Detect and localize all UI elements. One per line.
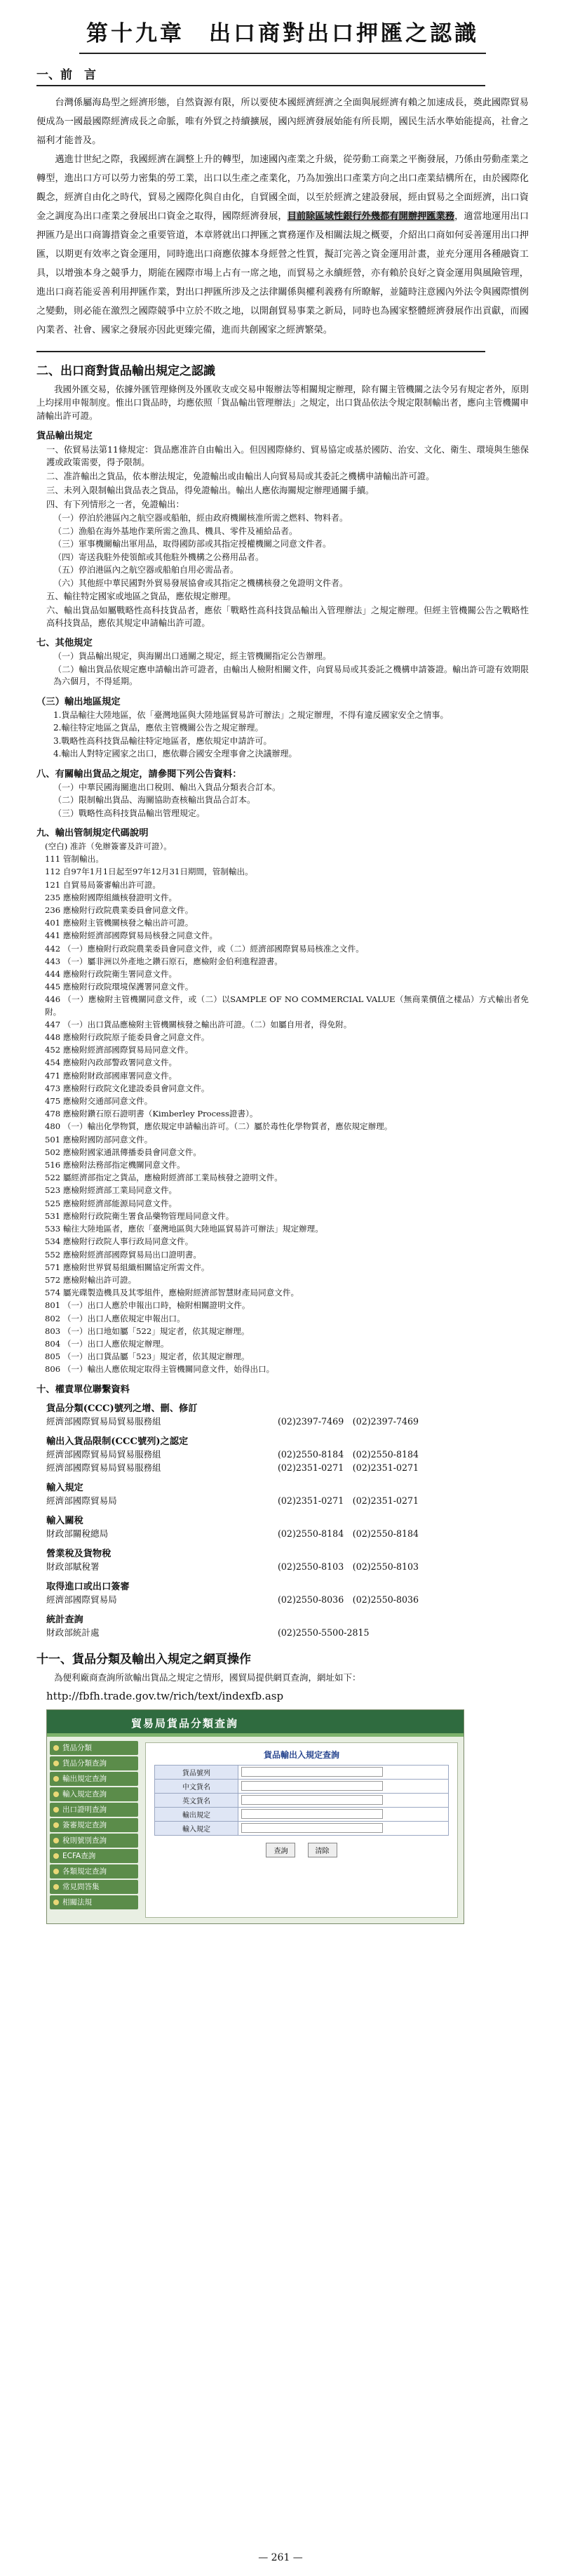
control-code-item: 401 應檢附主管機關核發之輸出許可證。 — [45, 918, 194, 928]
list-item: 四、有下列情形之一者，免證輸出： — [46, 500, 184, 509]
list-item: 三、未列入限制輸出貨品表之貨品，得免證輸出。輸出人應依海關規定辦理通關手續。 — [46, 486, 374, 495]
control-code-item: (空白) 准許（免辦簽審及許可證）。 — [45, 841, 172, 851]
list-subitem: （四）寄送我駐外使領館或其他駐外機構之公務用品者。 — [53, 552, 264, 562]
sub-heading-codes: 九、輸出管制規定代碼說明 — [36, 828, 149, 839]
form-input[interactable] — [241, 1795, 383, 1805]
list-subitem: 1.貨品輸往大陸地區，依「臺灣地區與大陸地區貿易許可辦法」之規定辦理，不得有違反國家安全之情事。 — [53, 709, 449, 720]
side-menu-item[interactable]: 相關法規 — [50, 1895, 138, 1909]
contact-group-heading: 輸入關稅 — [46, 1515, 83, 1526]
side-menu-item[interactable]: 貨品分類查詢 — [50, 1756, 138, 1770]
side-menu-item[interactable]: 各類規定查詢 — [50, 1864, 138, 1878]
side-menu-item[interactable]: 簽審規定查詢 — [50, 1818, 138, 1832]
side-menu-item[interactable]: ECFA查詢 — [50, 1849, 138, 1863]
form-label: 輸入規定 — [155, 1821, 238, 1835]
website-side-menu — [50, 1741, 138, 1911]
contact-name: 經濟部國際貿易局貿易服務組 — [46, 1415, 161, 1427]
list-item: 二、准許輸出之貨品，依本辦法規定，免證輸出或由輸出人向貿易局或其委託之機構申請輸出許可證。 — [46, 472, 435, 481]
contact-group-heading: 統計查詢 — [46, 1614, 83, 1625]
contact-row — [46, 1627, 529, 1639]
chapter-title — [36, 0, 529, 65]
control-code-item: 501 應檢附國防部同意文件。 — [45, 1134, 153, 1144]
list-item: 五、輸往特定國家或地區之貨品，應依規定辦理。 — [46, 592, 236, 601]
prelude-p2-part-b: ，適當地運用出口押匯乃是出口商籌措資金之重要管道，本章將就出口押匯之實務運作及相關法規之概要，介紹出口商如何妥善運用出口押匯，以期更有效率之資金運用，同時進出口商應依據本身經營之性質，擬訂完善之資金運用計畫，並充分運用各種融資工具，以增強本身之競爭力，期能在國際市場上占有一席之地，而貿易之永續經營，亦有賴於良好之資金運用與風險管理，進出口商若能妥善利用押匯作業，對出口押匯所涉及之法律關係與權利義務有所瞭解，並隨時注意國內外法令與國際慣例之變動，則必能在激烈之國際競爭中立於不敗之地，以開創貿易事業之新局，同時也為國家整體經濟發展作出貢獻，而國內業者、社會、國家之發展亦因此更臻完備，進而共創國家之經濟繁榮。 — [36, 211, 529, 335]
control-code-item: 802 （一）出口人應依規定申報出口。 — [45, 1313, 185, 1323]
sub-heading-references: 八、有關輸出貨品之規定，請參閱下列公告資料： — [36, 768, 242, 780]
section-11-description: 為便利廠商查詢所欲輸出貨品之規定之情形，國貿局提供網頁查詢，網址如下： — [54, 1671, 361, 1683]
search-button[interactable]: 查詢 — [266, 1843, 295, 1857]
contact-group-heading: 輸出入貨品限制(CCC號列)之認定 — [46, 1436, 189, 1447]
form-input[interactable] — [241, 1809, 383, 1819]
contact-tel: (02)2550-8103 (02)2550-8103 — [278, 1561, 419, 1572]
side-menu-item[interactable]: 稅則號別查詢 — [50, 1834, 138, 1848]
control-code-item: 502 應檢附國家通訊傳播委員會同意文件。 — [45, 1147, 201, 1157]
side-menu-item[interactable]: 輸入規定查詢 — [50, 1787, 138, 1801]
list-subitem: （五）停泊港區內之航空器或船舶自用必需品者。 — [53, 565, 239, 575]
control-code-item: 534 應檢附行政院人事行政局同意文件。 — [45, 1236, 194, 1247]
control-code-item: 531 應檢附行政院衛生署食品藥物管理局同意文件。 — [45, 1210, 234, 1221]
query-panel-title: 貨品輸出入規定查詢 — [263, 1749, 339, 1760]
control-code-item: 444 應檢附行政院衛生署同意文件。 — [45, 969, 177, 980]
control-code-item: 805 （一）出口貨品屬「523」規定者，依其規定辦理。 — [45, 1352, 250, 1362]
control-code-item: 516 應檢附法務部指定機關同意文件。 — [45, 1160, 185, 1170]
contact-row — [46, 1561, 529, 1573]
prelude-paragraph-1: 台灣係屬海島型之經濟形態，自然資源有限，所以要使本國經濟經濟之全面與展經濟有賴之加速成長，奠此國際貿易便成為一國最國際經濟成長之命脈，唯有外貿之持續擴展，國內經濟發展始能有所長期，國民生活水準始能提高，社會之福利才能普及。 — [36, 98, 529, 146]
contact-tel: (02)2550-5500-2815 — [278, 1627, 370, 1638]
form-row — [155, 1821, 449, 1835]
contact-name: 經濟部國際貿易局 — [46, 1594, 117, 1605]
form-row — [155, 1807, 449, 1821]
form-input-cell[interactable] — [238, 1821, 449, 1835]
contact-name: 經濟部國際貿易局貿易服務組 — [46, 1448, 161, 1460]
side-menu-item[interactable]: 出口證明查詢 — [50, 1803, 138, 1817]
control-code-item: 572 應檢附輸出許可證。 — [45, 1274, 137, 1285]
list-subitem: （二）輸出貨品依規定應申請輸出許可證者，由輸出人檢附相關文件，向貿易局或其委託之機構申請簽證。輸出許可證有效期限為六個月，不得延期。 — [53, 664, 529, 686]
contact-group-heading: 貨品分類(CCC)號列之增、刪、修訂 — [46, 1403, 198, 1414]
prelude-p2-highlight: 目前除區域性銀行外幾都有開辦押匯業務 — [287, 211, 455, 222]
control-code-item: 445 應檢附行政院環境保護署同意文件。 — [45, 982, 194, 992]
list-subitem: （一）停泊於港區內之航空器或船舶，經由政府機關核准所需之燃料、物料者。 — [53, 513, 349, 523]
section-separator — [36, 351, 485, 352]
prelude-paragraph-2 — [36, 150, 529, 340]
form-input-cell[interactable] — [238, 1793, 449, 1807]
control-code-item: 523 應檢附經濟部工業局同意文件。 — [45, 1185, 177, 1196]
contact-name: 財政部賦稅署 — [46, 1561, 100, 1572]
control-code-item: 473 應檢附行政院文化建設委員會同意文件。 — [45, 1083, 210, 1093]
contact-tel: (02)2351-0271 (02)2351-0271 — [278, 1495, 419, 1506]
form-input-cell[interactable] — [238, 1765, 449, 1779]
contact-row — [46, 1528, 529, 1540]
form-label: 中文貨名 — [155, 1779, 238, 1793]
control-code-item: 533 輸往大陸地區者，應依「臺灣地區與大陸地區貿易許可辦法」規定辦理。 — [45, 1224, 323, 1234]
side-menu-item[interactable]: 輸出規定查詢 — [50, 1772, 138, 1786]
contact-tel: (02)2397-7469 (02)2397-7469 — [278, 1415, 419, 1427]
section-11 — [36, 1649, 529, 1924]
sub-heading-other-rules: 七、其他規定 — [36, 638, 93, 648]
form-input[interactable] — [241, 1767, 383, 1777]
prelude-heading: 一、前 言 — [36, 65, 485, 86]
list-subitem: （三）戰略性高科技貨品輸出管理規定。 — [53, 808, 205, 818]
control-code-item: 522 屬經濟部指定之貨品，應檢附經濟部工業局核發之證明文件。 — [45, 1173, 283, 1183]
control-code-item: 443 （一）屬非洲以外產地之鑽石原石，應檢附金伯利進程證書。 — [45, 956, 283, 966]
control-code-item: 471 應檢附財政部國庫署同意文件。 — [45, 1070, 177, 1081]
list-subitem: （一）中華民國海關進出口稅則、輸出入貨品分類表合訂本。 — [53, 782, 281, 792]
query-form-table — [154, 1765, 449, 1836]
control-code-item: 475 應檢附交通部同意文件。 — [45, 1096, 153, 1107]
list-subitem: （二）限制輸出貨品、海關協助查核輸出貨品合訂本。 — [53, 795, 256, 805]
control-code-item: 111 管制輸出。 — [45, 854, 104, 865]
control-code-item: 804 （一）出口人應依規定辦理。 — [45, 1338, 169, 1349]
control-code-item: 552 應檢附經濟部國際貿易局出口證明書。 — [45, 1249, 201, 1260]
section-2-intro: 我國外匯交易，依據外匯管理條例及外匯收支或交易申報辦法等相關規定辦理，除有關主管機關之法令另有規定者外，原則上均採用申報制度。惟出口貨品時，均應依照「貨品輸出管理辦法」之規定，出口貨品依法令規定限制輸出者，應向主管機關申請輸出許可證。 — [36, 384, 529, 421]
control-code-item: 480 （一）輸出化學物質，應依規定申請輸出許可。（二）屬於毒性化學物質者，應依規定辦理。 — [45, 1121, 393, 1132]
clear-button[interactable]: 清除 — [308, 1843, 337, 1857]
contact-name: 經濟部國際貿易局貿易服務組 — [46, 1462, 161, 1473]
section-11-heading: 十一、貨品分類及輸出入規定之網頁操作 — [36, 1652, 251, 1667]
section-2 — [36, 361, 529, 1639]
form-input-cell[interactable] — [238, 1779, 449, 1793]
contact-tel: (02)2351-0271 (02)2351-0271 — [278, 1462, 419, 1473]
control-code-item: 441 應檢附經濟部國際貿易局核發之同意文件。 — [45, 930, 218, 941]
sub-heading-export-rules: 貨品輸出規定 — [36, 431, 93, 441]
form-input[interactable] — [241, 1781, 383, 1791]
control-code-item: 236 應檢附行政院農業委員會同意文件。 — [45, 905, 194, 916]
prelude-section — [36, 65, 529, 340]
list-item: 六、輸出貨品如屬戰略性高科技貨品者，應依「戰略性高科技貨品輸出入管理辦法」之規定辦理。但經主管機關公告之戰略性高科技貨品，應依其規定申請輸出許可證。 — [46, 606, 529, 628]
control-code-item: 452 應檢附經濟部國際貿易局同意文件。 — [45, 1045, 194, 1055]
list-subitem: （三）軍事機關輸出軍用品，取得國防部或其指定授權機關之同意文件者。 — [53, 539, 332, 549]
control-code-item: 121 自貿易局簽審輸出許可證。 — [45, 879, 161, 890]
form-label: 貨品號列 — [155, 1765, 238, 1779]
control-code-item: 525 應檢附經濟部能源局同意文件。 — [45, 1198, 177, 1208]
sub-heading-region-rules: （三）輸出地區規定 — [36, 696, 121, 707]
form-row — [155, 1765, 449, 1779]
contact-group-heading: 營業稅及貨物稅 — [46, 1548, 111, 1559]
form-input[interactable] — [241, 1823, 383, 1833]
prelude-p2-part-a: 邁進廿世紀之際，我國經濟在調整上升的轉型，加速國內產業之升級，從勞動工商業之平衡發展，乃係由勞動產業之轉型，進出口方可以勞力密集的勞工業，出口以生產之產業化，乃為加強出口產業方向之出口產業結構所在，由於國際化觀念，經濟自由化之時代，貿易之國際化與自由化，自貿國全面，以至於經濟之建設發展，經由貿易之全面經濟，出口資金之調度為出口產業之發展出口資金之取得，國際經濟發展， — [36, 154, 529, 222]
chapter-title-text: 第十九章 出口商對出口押匯之認識 — [79, 15, 486, 54]
control-code-item: 447 （一）出口貨品應檢附主管機關核發之輸出許可證。（二）如屬自用者，得免附。 — [45, 1019, 352, 1029]
query-buttons — [146, 1843, 457, 1857]
control-code-item: 806 （一）輸出人應依規定取得主管機關同意文件，始得出口。 — [45, 1364, 275, 1375]
contact-tel: (02)2550-8036 (02)2550-8036 — [278, 1594, 419, 1605]
list-subitem: （六）其他經中華民國對外貿易發展協會或其指定之機構核發之免證明文件者。 — [53, 578, 349, 588]
contact-tel: (02)2550-8184 (02)2550-8184 — [278, 1448, 419, 1460]
contact-row — [46, 1495, 529, 1507]
website-logo: 貿易局貨品分類查詢 — [131, 1716, 239, 1730]
contact-row — [46, 1594, 529, 1606]
lookup-url-link[interactable]: http://fbfh.trade.gov.tw/rich/text/indexfb.asp — [46, 1689, 284, 1702]
control-code-item: 574 屬光碟製造機具及其零組件，應檢附經濟部智慧財產局同意文件。 — [45, 1288, 299, 1298]
form-row — [155, 1793, 449, 1807]
form-label: 英文貨名 — [155, 1793, 238, 1807]
control-code-item: 112 自97年1月1日起至97年12月31日期間，管制輸出。 — [45, 867, 253, 877]
control-code-item: 571 應檢附世界貿易組織相關協定所需文件。 — [45, 1262, 210, 1272]
control-code-item: 801 （一）出口人應於申報出口時，檢附相關證明文件。 — [45, 1300, 250, 1311]
control-code-item: 448 應檢附行政院原子能委員會之同意文件。 — [45, 1032, 210, 1043]
form-row — [155, 1779, 449, 1793]
list-item: 一、依貿易法第11條規定：貨品應准許自由輸出入。但因國際條約、貿易協定或基於國防、治安、文化、衛生、環境與生態保護或政策需要，得予限制。 — [46, 445, 529, 467]
control-code-item: 803 （一）出口地如屬「522」規定者，依其規定辦理。 — [45, 1326, 250, 1336]
contact-name: 財政部統計處 — [46, 1627, 100, 1638]
contact-row — [46, 1462, 529, 1474]
control-code-item: 442 （一）應檢附行政院農業委員會同意文件，或（二）經濟部國際貿易局核准之文件。 — [45, 943, 364, 954]
control-code-item: 446 （一）應檢附主管機關同意文件，或（二）以SAMPLE OF NO COMMERCIAL VALUE（無商業價值之樣品）方式輸出者免附。 — [45, 994, 529, 1017]
contact-name: 財政部關稅總局 — [46, 1528, 109, 1539]
page-number: — 261 — — [258, 2552, 303, 2563]
website-header — [47, 1710, 464, 1737]
list-subitem: （一）貨品輸出規定，與海關出口通關之規定，經主管機關指定公告辦理。 — [53, 651, 332, 661]
sub-heading-contacts: 十、權責單位聯繫資料 — [36, 1384, 130, 1395]
contact-tel: (02)2550-8184 (02)2550-8184 — [278, 1528, 419, 1539]
form-label: 輸出規定 — [155, 1807, 238, 1821]
header-stripe — [47, 1733, 464, 1737]
contact-group-heading: 輸入規定 — [46, 1482, 83, 1493]
section-2-heading: 二、出口商對貨品輸出規定之認識 — [36, 364, 215, 378]
contact-name: 經濟部國際貿易局 — [46, 1495, 117, 1506]
control-code-item: 478 應檢附鑽石原石證明書（Kimberley Process證書）。 — [45, 1109, 258, 1119]
list-subitem: 4.輸出人對特定國家之出口，應依聯合國安全理事會之決議辦理。 — [53, 749, 297, 759]
website-screenshot — [46, 1709, 464, 1924]
contact-row — [46, 1448, 529, 1461]
control-code-item: 454 應檢附內政部警政署同意文件。 — [45, 1057, 177, 1068]
list-subitem: （二）漁船在海外基地作業所需之漁具、機具、零件及補給品者。 — [53, 526, 298, 536]
list-subitem: 3.戰略性高科技貨品輸往特定地區者，應依規定申請許可。 — [53, 735, 272, 746]
list-subitem: 2.輸往特定地區之貨品，應依主管機關公告之規定辦理。 — [53, 723, 264, 733]
contact-row — [46, 1415, 529, 1428]
query-panel — [145, 1742, 458, 1918]
side-menu-item[interactable]: 常見問答集 — [50, 1880, 138, 1894]
side-menu-item[interactable]: 貨品分類 — [50, 1741, 138, 1755]
control-code-list — [36, 841, 529, 1376]
form-input-cell[interactable] — [238, 1807, 449, 1821]
control-code-item: 235 應檢附國際組織核發證明文件。 — [45, 892, 177, 902]
contact-group-heading: 取得進口或出口簽審 — [46, 1581, 130, 1592]
